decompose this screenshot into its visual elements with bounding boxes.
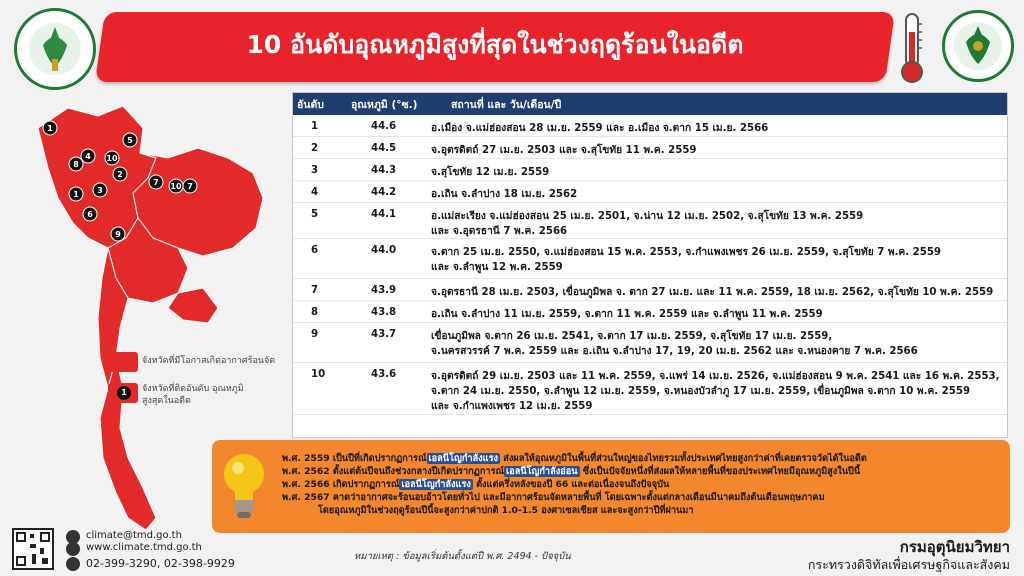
globe-icon xyxy=(66,542,80,556)
rank-marker-label: 2 xyxy=(117,170,123,179)
table-row xyxy=(293,363,1007,415)
table-header xyxy=(293,93,1007,115)
temp-cell: 44.1 xyxy=(371,209,397,220)
rank-marker-label: 4 xyxy=(85,152,91,161)
header-temp: อุณหภูมิ (°ซ.) xyxy=(351,98,418,111)
table-row xyxy=(293,137,1007,159)
temp-cell: 44.6 xyxy=(371,121,397,132)
legend-rank-marker: 1 xyxy=(117,386,131,400)
rank-marker-label: 7 xyxy=(187,182,193,191)
table-row xyxy=(293,115,1007,137)
legend-hot-label: จังหวัดที่มีโอกาสเกิดอากาศร้อนจัด xyxy=(142,356,276,366)
note-text: ตั้งแต่ต้นปีจนถึงช่วงกลางปีเกิดปรากฏการณ์ xyxy=(329,466,505,477)
place-cell xyxy=(431,323,1007,362)
rank-marker-label: 7 xyxy=(153,178,159,187)
footer-remark: หมายเหตุ : ข้อมูลเริ่มต้นตั้งแต่ปี พ.ศ. 2494 - ปัจจุบัน xyxy=(354,551,571,562)
note-year: พ.ศ. 2559 xyxy=(282,453,330,464)
rank-marker-label: 8 xyxy=(73,160,79,169)
place-cell xyxy=(431,115,1007,136)
footer-phone: 02-399-3290, 02-398-9929 xyxy=(86,557,235,570)
temp-cell: 44.3 xyxy=(371,165,397,176)
place-line: อ.เถิน จ.ลำปาง 18 เม.ย. 2562 xyxy=(431,189,578,200)
place-cell xyxy=(431,159,1007,180)
note-highlight: เอลนีโญกำลังแรง xyxy=(401,479,471,490)
temp-cell: 43.8 xyxy=(371,307,397,318)
rank-marker-label: 9 xyxy=(115,230,121,239)
rank-cell: 9 xyxy=(311,329,319,340)
rank-cell: 6 xyxy=(311,245,319,256)
place-line: จ.นครสวรรค์ 7 พ.ค. 2559 และ อ.เถิน จ.ลำปาง 17, 19, 20 เม.ย. 2562 และ จ.หนองคาย 7 พ.ค. 2566 xyxy=(431,346,918,357)
place-cell xyxy=(431,301,1007,322)
place-line: จ.อุดรธานี 28 เม.ย. 2503, เขื่อนภูมิพล จ. ตาก 27 เม.ย. และ 11 พ.ค. 2559, 18 เม.ย. 2562, จ.สุโขทัย 10 พ.ค. 2559 xyxy=(431,287,994,298)
temp-cell: 44.2 xyxy=(371,187,397,198)
place-line: เขื่อนภูมิพล จ.ตาก 26 เม.ย. 2541, จ.ตาก 17 เม.ย. 2559, จ.สุโขทัย 17 เม.ย. 2559, xyxy=(431,331,833,342)
place-line: อ.แม่สะเรียง จ.แม่ฮ่องสอน 25 เม.ย. 2501, จ.น่าน 12 เม.ย. 2502, จ.สุโขทัย 13 พ.ค. 2559 xyxy=(431,211,864,222)
place-cell xyxy=(431,363,1007,414)
rank-marker-label: 10 xyxy=(170,182,182,191)
ministry-logo xyxy=(14,8,96,90)
temp-cell: 44.0 xyxy=(371,245,397,256)
place-line: และ จ.กำแพงเพชร 12 เม.ย. 2559 xyxy=(431,401,593,412)
tmd-logo xyxy=(942,10,1014,82)
note-text: ซึ่งเป็นปัจจัยหนึ่งที่ส่งผลให้หลายพื้นที่ของประเทศไทยมีอุณหภูมิสูงในปีนี้ xyxy=(579,466,861,477)
note-highlight: เอลนีโญกำลังแรง xyxy=(428,453,499,464)
place-cell xyxy=(431,203,1007,238)
table-row xyxy=(293,239,1007,279)
table-row xyxy=(293,301,1007,323)
note-year: พ.ศ. 2566 xyxy=(282,479,330,490)
rank-marker-label: 5 xyxy=(127,136,133,145)
note-line xyxy=(282,452,867,465)
note-text: คาดว่าอากาศจะร้อนอบอ้าวโดยทั่วไป และมีอากาศร้อนจัดหลายพื้นที่ โดยเฉพาะตั้งแต่กลางเดือนมีนาคมถึงต้นเดือนพฤษภาคม xyxy=(329,492,825,503)
place-line: และ จ.ลำพูน 12 พ.ค. 2559 xyxy=(431,262,563,273)
rank-marker-label: 1 xyxy=(73,190,79,199)
place-line: จ.สุโขทัย 12 เม.ย. 2559 xyxy=(431,167,550,178)
note-line xyxy=(318,504,694,517)
rank-marker-label: 10 xyxy=(106,154,118,163)
rank-cell: 1 xyxy=(311,121,319,132)
ranking-table xyxy=(292,92,1008,438)
place-line: อ.เมือง จ.แม่ฮ่องสอน 28 เม.ย. 2559 และ อ.เมือง จ.ตาก 15 เม.ย. 2566 xyxy=(431,123,769,134)
rank-cell: 3 xyxy=(311,165,319,176)
note-text: ส่งผลให้อุณหภูมิในพื้นที่ส่วนใหญ่ของไทยรวมทั้งประเทศไทยสูงกว่าค่าที่เคยตรวจวัดได้ในอดีต xyxy=(500,453,867,464)
place-cell xyxy=(431,137,1007,158)
note-year: พ.ศ. 2562 xyxy=(282,466,330,477)
rank-cell: 5 xyxy=(311,209,319,220)
note-text: เป็นปีที่เกิดปรากฏการณ์ xyxy=(329,453,427,464)
temp-cell: 43.9 xyxy=(371,285,397,296)
rank-cell: 4 xyxy=(311,187,319,198)
place-line: อ.เถิน จ.ลำปาง 11 เม.ย. 2559, จ.ตาก 11 พ.ค. 2559 และ จ.ลำพูน 11 พ.ค. 2559 xyxy=(431,309,823,320)
place-line: จ.ตาก 25 เม.ย. 2550, จ.แม่ฮ่องสอน 15 พ.ค. 2553, จ.กำแพงเพชร 26 เม.ย. 2559, จ.สุโขทัย 7 พ.ค. 2559 xyxy=(431,247,942,258)
temp-cell: 43.7 xyxy=(371,329,397,340)
rank-cell: 7 xyxy=(311,285,319,296)
place-cell xyxy=(431,279,1007,300)
phone-icon xyxy=(66,557,80,571)
thermometer-icon xyxy=(896,12,928,84)
table-row xyxy=(293,323,1007,363)
temp-cell: 44.5 xyxy=(371,143,397,154)
note-year: พ.ศ. 2567 xyxy=(282,492,330,503)
footer-email[interactable]: climate@tmd.go.th xyxy=(86,530,182,541)
header-place: สถานที่ และ วัน/เดือน/ปี xyxy=(451,98,562,111)
place-line: และ จ.อุดรธานี 7 พ.ค. 2566 xyxy=(431,226,568,237)
rank-cell: 10 xyxy=(311,369,326,380)
table-row xyxy=(293,181,1007,203)
table-body xyxy=(293,115,1007,415)
legend-hot-swatch xyxy=(108,352,138,372)
rank-cell: 8 xyxy=(311,307,319,318)
table-row xyxy=(293,159,1007,181)
legend-rank-label: จังหวัดที่ติดอันดับ อุณหภูมิสูงสุดในอดีต xyxy=(142,384,244,406)
note-line xyxy=(282,478,669,491)
temp-cell: 43.6 xyxy=(371,369,397,380)
note-text: โดยอุณหภูมิในช่วงฤดูร้อนปีนี้จะสูงกว่าค่าปกติ 1.0-1.5 องศาเซลเซียส และจะสูงกว่าปีที่ผ่านมา xyxy=(318,505,694,516)
lightbulb-icon xyxy=(220,450,268,524)
department-name: กรมอุตุนิยมวิทยา xyxy=(899,538,1010,556)
rank-marker-label: 3 xyxy=(97,186,103,195)
note-text: ตั้งแต่ครึ่งหลังของปี 66 และต่อเนื่องจนถึงปัจจุบัน xyxy=(472,479,670,490)
table-row xyxy=(293,203,1007,239)
place-line: จ.ตาก 24 เม.ย. 2550, จ.ลำพูน 12 เม.ย. 2559, จ.หนองบัวลำภู 17 เม.ย. 2559, เขื่อนภูมิพล จ.ตาก 10 พ.ค. 2559 xyxy=(431,386,971,397)
note-line xyxy=(282,465,860,478)
place-cell xyxy=(431,181,1007,202)
ministry-name: กระทรวงดิจิทัลเพื่อเศรษฐกิจและสังคม xyxy=(807,557,1010,572)
rank-marker-label: 6 xyxy=(87,210,93,219)
note-highlight: เอลนีโญกำลังอ่อน xyxy=(506,466,578,477)
place-line: จ.อุตรดิตถ์ 29 เม.ย. 2503 และ 11 พ.ค. 2559, จ.แพร่ 14 เม.ย. 2526, จ.แม่ฮ่องสอน 9 พ.ค. 2541 และ 16 พ.ค. 2553, xyxy=(431,371,1000,382)
table-row xyxy=(293,279,1007,301)
place-cell xyxy=(431,239,1007,278)
place-line: จ.อุตรดิตถ์ 27 เม.ย. 2503 และ จ.สุโขทัย 11 พ.ค. 2559 xyxy=(431,145,697,156)
note-line xyxy=(282,491,825,504)
rank-cell: 2 xyxy=(311,143,319,154)
page-title: 10 อันดับอุณหภูมิสูงที่สุดในช่วงฤดูร้อนในอดีต xyxy=(246,30,744,59)
note-text: เกิดปรากฏการณ์ xyxy=(329,479,400,490)
rank-marker-label: 1 xyxy=(47,124,53,133)
header-rank: อันดับ xyxy=(297,98,324,111)
footer-website[interactable]: www.climate.tmd.go.th xyxy=(86,542,202,553)
qr-code[interactable] xyxy=(12,528,54,570)
